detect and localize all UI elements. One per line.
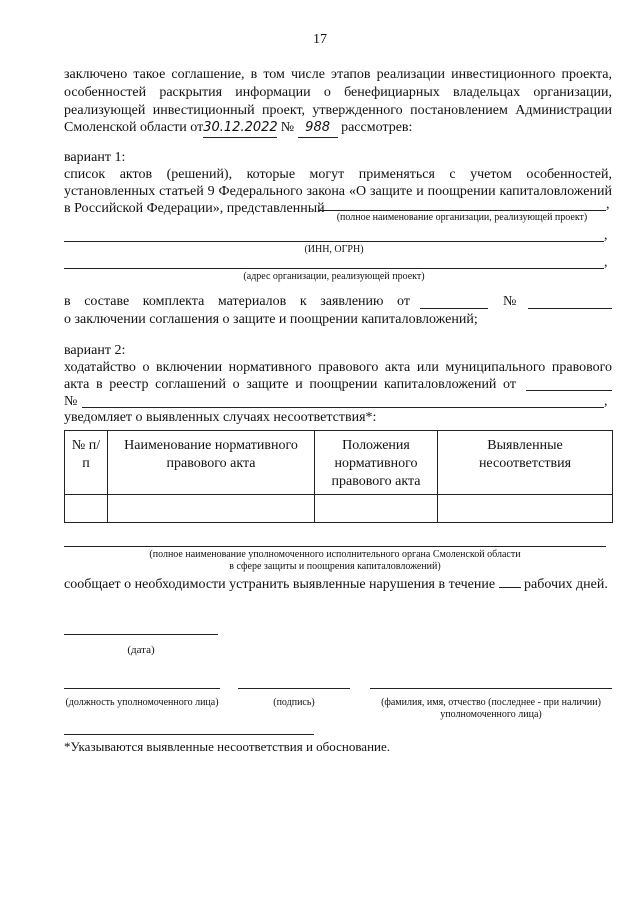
org-trail-comma: , [606,197,610,212]
para1-line3: реализующей инвестиционный проект, утвержденного постановлением Администрации [64,103,612,118]
col-nonconformities-header: Выявленные несоответствия [438,431,613,495]
para1-line1: заключено такое соглашение, в том числе этапов реализации инвестиционного проекта, [64,67,612,82]
date-caption: (дата) [127,644,155,656]
variant1-line1: список актов (решений), которые могут применяться с учетом особенностей, [64,167,612,182]
para1-line4-post: рассмотрев: [341,120,413,135]
table-cell [108,495,315,523]
authority-sentence-post: рабочих дней. [524,577,608,592]
inn-trail-comma: , [604,228,608,243]
para1-line2: особенностей раскрытия информации о бенефициарных владельцах организации, [64,85,612,100]
petition-trail-comma: , [604,394,608,409]
address-field [64,268,604,269]
petition-number-field [82,407,604,408]
col-number-header: № п/п [65,431,108,495]
variant2-line1: ходатайство о включении нормативного правового акта или муниципального правового [64,360,612,375]
petition-number-sign: № [64,394,78,409]
inn-field [64,241,604,242]
table-row [65,495,613,523]
address-caption: (адрес организации, реализующей проект) [243,271,425,282]
table-header-row [65,431,613,495]
full-name-caption: (фамилия, имя, отчество (последнее - при наличии) уполномоченного лица) [381,697,601,720]
application-date-field [420,308,488,309]
org-name-field [318,210,606,211]
nonconformity-table [64,430,613,523]
full-name-field [370,688,612,689]
authority-sentence-pre: сообщает о необходимости устранить выявленные нарушения в течение [64,577,496,592]
inn-caption: (ИНН, ОГРН) [304,244,364,255]
handwritten-number: 988 [298,119,338,138]
col-act-name-header: Наименование нормативного правового акта [108,431,315,495]
page-number: 17 [313,32,327,47]
variant1-line2: установленных статьей 9 Федерального закона «О защите и поощрении капиталовложений [64,184,612,199]
position-caption: (должность уполномоченного лица) [65,697,219,708]
variant2-heading: вариант 2: [64,343,126,358]
authority-caption-line2: в сфере защиты и поощрения капиталовложений) [229,561,441,572]
variant1-line3: в Российской Федерации», представленный [64,201,325,216]
table-cell [315,495,438,523]
signature-caption: (подпись) [273,697,315,708]
signature-field [238,688,350,689]
footnote-separator [64,734,314,735]
authority-name-field [64,546,606,547]
variant2-line2: акта в реестр соглашений о защите и поощрении капиталовложений от [64,377,516,392]
authority-caption-line1: (полное наименование уполномоченного исполнительного органа Смоленской области [149,549,521,560]
position-field [64,688,220,689]
address-trail-comma: , [604,255,608,270]
number-sign: № [280,120,295,135]
variant1-heading: вариант 1: [64,150,126,165]
handwritten-date: 30.12.2022 [203,119,277,138]
para1-line4-pre: Смоленской области от [64,120,204,135]
table-cell [438,495,613,523]
variant2-line4: уведомляет о выявленных случаях несоответствия*: [64,410,377,425]
application-number-field [528,308,612,309]
petition-date-field [526,390,612,391]
footnote: *Указываются выявленные несоответствия и обоснование. [64,739,391,754]
variant1-line4: в составе комплекта материалов к заявлению от [64,294,410,309]
para1-line4 [64,119,412,138]
days-field [499,575,521,588]
table-cell [65,495,108,523]
authority-sentence [64,575,608,594]
application-number-sign: № [503,294,517,309]
org-name-caption: (полное наименование организации, реализующей проект) [336,212,588,223]
col-provisions-header: Положения нормативного правового акта [315,431,438,495]
variant1-line5: о заключении соглашения о защите и поощрении капиталовложений; [64,312,478,327]
date-field [64,634,218,635]
